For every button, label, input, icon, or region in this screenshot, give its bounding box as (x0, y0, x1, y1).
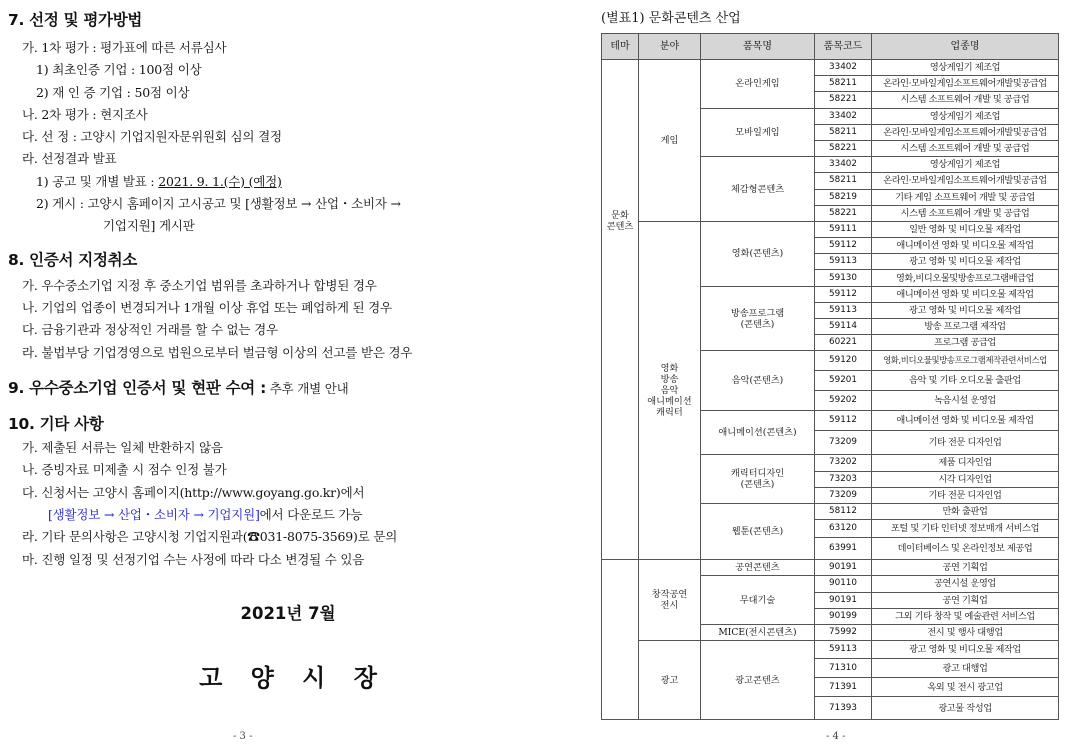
industry-cell: 온라인·모바일게임소프트웨어개발및공급업 (872, 76, 1059, 92)
industry-cell: 시각 디자인업 (872, 471, 1059, 487)
item-cell: 캐릭터디자인 (콘텐츠) (701, 455, 815, 504)
text-line: 나. 2차 평가 : 현지조사 (22, 106, 148, 122)
field-cell: 영화 방송 음악 애니메이션 캐릭터 (639, 221, 701, 559)
industry-cell: 애니메이션 영화 및 비디오물 제작업 (872, 411, 1059, 431)
industry-cell: 그외 기타 창작 및 예술관련 서비스업 (872, 608, 1059, 624)
industry-cell: 광고물 작성업 (872, 697, 1059, 720)
code-cell: 59130 (815, 270, 872, 286)
code-cell: 90199 (815, 608, 872, 624)
industry-cell: 프로그램 공급업 (872, 335, 1059, 351)
field-cell: 게임 (639, 60, 701, 222)
industry-cell: 영상게임기 제조업 (872, 108, 1059, 124)
item-cell: 체감형콘텐츠 (701, 157, 815, 222)
industry-cell: 공연 기획업 (872, 560, 1059, 576)
industry-cell: 영화,비디오물및방송프로그램배급업 (872, 270, 1059, 286)
header-row (602, 34, 1059, 60)
item-cell: 모바일게임 (701, 108, 815, 157)
code-cell: 58211 (815, 173, 872, 189)
col-header: 품목명 (701, 34, 815, 60)
page-number-right: - 4 - (826, 731, 846, 742)
industry-cell: 시스템 소프트웨어 개발 및 공급업 (872, 92, 1059, 108)
text-line: 가. 제출된 서류는 일체 반환하지 않음 (22, 440, 223, 456)
section-9-title: 9. 우수중소기업 인증서 및 현판 수여 : (8, 378, 266, 397)
code-cell: 58219 (815, 189, 872, 205)
code-cell: 59112 (815, 238, 872, 254)
code-cell: 63120 (815, 520, 872, 538)
industry-cell: 제품 디자인업 (872, 455, 1059, 471)
signatory: 고 양 시 장 (199, 664, 377, 692)
code-cell: 63991 (815, 538, 872, 560)
code-cell: 59112 (815, 411, 872, 431)
code-cell: 73209 (815, 487, 872, 503)
industry-cell: 음악 및 기타 오디오물 출판업 (872, 371, 1059, 391)
text-line: 다. 신청서는 고양시 홈페이지(http://www.goyang.go.kr)에서 (22, 484, 365, 500)
section-10-title: 10. 기타 사항 (8, 415, 104, 434)
industry-cell: 기타 게임 소프트웨어 개발 및 공급업 (872, 189, 1059, 205)
industry-cell: 영상게임기 제조업 (872, 157, 1059, 173)
industry-cell: 기타 전문 디자인업 (872, 487, 1059, 503)
industry-cell: 방송 프로그램 제작업 (872, 319, 1059, 335)
code-cell: 60221 (815, 335, 872, 351)
code-cell: 59113 (815, 254, 872, 270)
item-cell: 방송프로그램 (콘텐츠) (701, 286, 815, 351)
code-cell: 58221 (815, 140, 872, 156)
item-cell: 온라인게임 (701, 60, 815, 109)
code-cell: 58211 (815, 76, 872, 92)
code-cell: 33402 (815, 157, 872, 173)
industry-cell: 광고 영화 및 비디오물 제작업 (872, 641, 1059, 659)
text-line: 라. 기타 문의사항은 고양시청 기업지원과(☎031-8075-3569)로 문의 (22, 529, 398, 545)
code-cell: 90191 (815, 560, 872, 576)
code-cell: 73203 (815, 471, 872, 487)
menu-path: [생활정보 → 산업・소비자 → 기업지원] (48, 507, 260, 523)
text-fragment: 1) 공고 및 개별 발표 : (36, 173, 159, 189)
text-line: 나. 증빙자료 미제출 시 점수 인정 불가 (22, 462, 227, 478)
industry-cell: 공연 기획업 (872, 592, 1059, 608)
industry-cell: 시스템 소프트웨어 개발 및 공급업 (872, 205, 1059, 221)
industry-cell: 녹음시설 운영업 (872, 391, 1059, 411)
industry-cell: 만화 출판업 (872, 503, 1059, 519)
item-cell: MICE(전시콘텐츠) (701, 624, 815, 640)
section-7-title: 7. 선정 및 평가방법 (8, 11, 143, 29)
code-cell: 58221 (815, 92, 872, 108)
section-8-title: 8. 인증서 지정취소 (8, 250, 137, 269)
code-cell: 90191 (815, 592, 872, 608)
section-9 (8, 378, 568, 400)
text-fragment: 추후 개별 안내 (265, 380, 349, 396)
text-line: 다. 금융기관과 정상적인 거래를 할 수 없는 경우 (22, 322, 278, 338)
industry-cell: 영화,비디오물및방송프로그램제작관련서비스업 (872, 351, 1059, 371)
text-line: 가. 우수중소기업 지정 후 중소기업 범위를 초과하거나 합병된 경우 (22, 277, 377, 293)
code-cell: 71393 (815, 697, 872, 720)
text-line: 기업지원] 게시판 (103, 218, 195, 234)
code-cell: 90110 (815, 576, 872, 592)
industry-cell: 일반 영화 및 비디오물 제작업 (872, 221, 1059, 237)
text-line (8, 171, 568, 193)
item-cell: 공연콘텐츠 (701, 560, 815, 576)
theme-cell-continued (602, 560, 639, 720)
code-cell: 58112 (815, 503, 872, 519)
code-cell: 71391 (815, 678, 872, 697)
text-line (8, 504, 568, 526)
code-cell: 73202 (815, 455, 872, 471)
code-cell: 59202 (815, 391, 872, 411)
item-cell: 음악(콘텐츠) (701, 351, 815, 411)
code-cell: 59114 (815, 319, 872, 335)
code-cell: 58211 (815, 124, 872, 140)
code-cell: 33402 (815, 108, 872, 124)
industry-cell: 애니메이션 영화 및 비디오물 제작업 (872, 286, 1059, 302)
code-cell: 59201 (815, 371, 872, 391)
industry-cell: 전시 및 행사 대행업 (872, 624, 1059, 640)
item-cell: 영화(콘텐츠) (701, 221, 815, 286)
text-line: 2) 게시 : 고양시 홈페이지 고시공고 및 [생활정보 → 산업・소비자 → (36, 196, 401, 212)
item-cell: 무대기술 (701, 576, 815, 625)
industry-cell: 영상게임기 제조업 (872, 60, 1059, 76)
industry-cell: 광고 영화 및 비디오물 제작업 (872, 254, 1059, 270)
industry-cell: 시스템 소프트웨어 개발 및 공급업 (872, 140, 1059, 156)
text-line: 가. 1차 평가 : 평가표에 따른 서류심사 (22, 40, 227, 55)
col-header: 품목코드 (815, 34, 872, 60)
text-fragment: 에서 다운로드 가능 (259, 507, 363, 523)
text-line: 마. 진행 일정 및 선정기업 수는 사정에 따라 다소 변경될 수 있음 (22, 551, 365, 567)
code-cell: 59113 (815, 302, 872, 318)
announce-date: 2021. 9. 1.(수) (예정) (158, 173, 282, 189)
text-line: 나. 기업의 업종이 변경되거나 1개월 이상 휴업 또는 폐업하게 된 경우 (22, 299, 392, 315)
item-cell: 웹툰(콘텐츠) (701, 503, 815, 559)
left-page (8, 10, 568, 692)
text-line: 라. 불법부당 기업경영으로 법원으로부터 벌금형 이상의 선고를 받은 경우 (22, 344, 413, 360)
industry-cell: 데이터베이스 및 온라인정보 제공업 (872, 538, 1059, 560)
code-cell: 59111 (815, 221, 872, 237)
col-header: 분야 (639, 34, 701, 60)
code-cell: 59113 (815, 641, 872, 659)
industry-cell: 온라인·모바일게임소프트웨어개발및공급업 (872, 124, 1059, 140)
code-cell: 73209 (815, 431, 872, 455)
industry-cell: 애니메이션 영화 및 비디오물 제작업 (872, 238, 1059, 254)
document-date: 2021년 7월 (240, 604, 336, 623)
industry-cell: 포털 및 기타 인터넷 정보매개 서비스업 (872, 520, 1059, 538)
code-cell: 59120 (815, 351, 872, 371)
theme-cell: 문화 콘텐츠 (602, 60, 639, 560)
industry-cell: 공연시설 운영업 (872, 576, 1059, 592)
text-line: 1) 최초인증 기업 : 100점 이상 (36, 62, 202, 78)
text-line: 2) 재 인 증 기업 : 50점 이상 (36, 84, 190, 100)
code-cell: 59112 (815, 286, 872, 302)
industry-table (601, 33, 1059, 720)
item-cell: 광고콘텐츠 (701, 641, 815, 720)
code-cell: 75992 (815, 624, 872, 640)
item-cell: 애니메이션(콘텐츠) (701, 411, 815, 455)
code-cell: 33402 (815, 60, 872, 76)
page-number-left: - 3 - (233, 731, 253, 742)
industry-cell: 온라인·모바일게임소프트웨어개발및공급업 (872, 173, 1059, 189)
industry-cell: 옥외 및 전시 광고업 (872, 678, 1059, 697)
code-cell: 58221 (815, 205, 872, 221)
code-cell: 71310 (815, 659, 872, 678)
text-line: 다. 선 정 : 고양시 기업지원자문위원회 심의 결정 (22, 129, 282, 145)
text-line: 라. 선정결과 발표 (22, 151, 117, 167)
table-caption: (별표1) 문화콘텐츠 산업 (601, 11, 741, 26)
industry-cell: 기타 전문 디자인업 (872, 431, 1059, 455)
industry-cell: 광고 영화 및 비디오물 제작업 (872, 302, 1059, 318)
field-cell: 창작공연 전시 (639, 560, 701, 641)
field-cell: 광고 (639, 641, 701, 720)
industry-cell: 광고 대행업 (872, 659, 1059, 678)
col-header: 테마 (602, 34, 639, 60)
col-header: 업종명 (872, 34, 1059, 60)
